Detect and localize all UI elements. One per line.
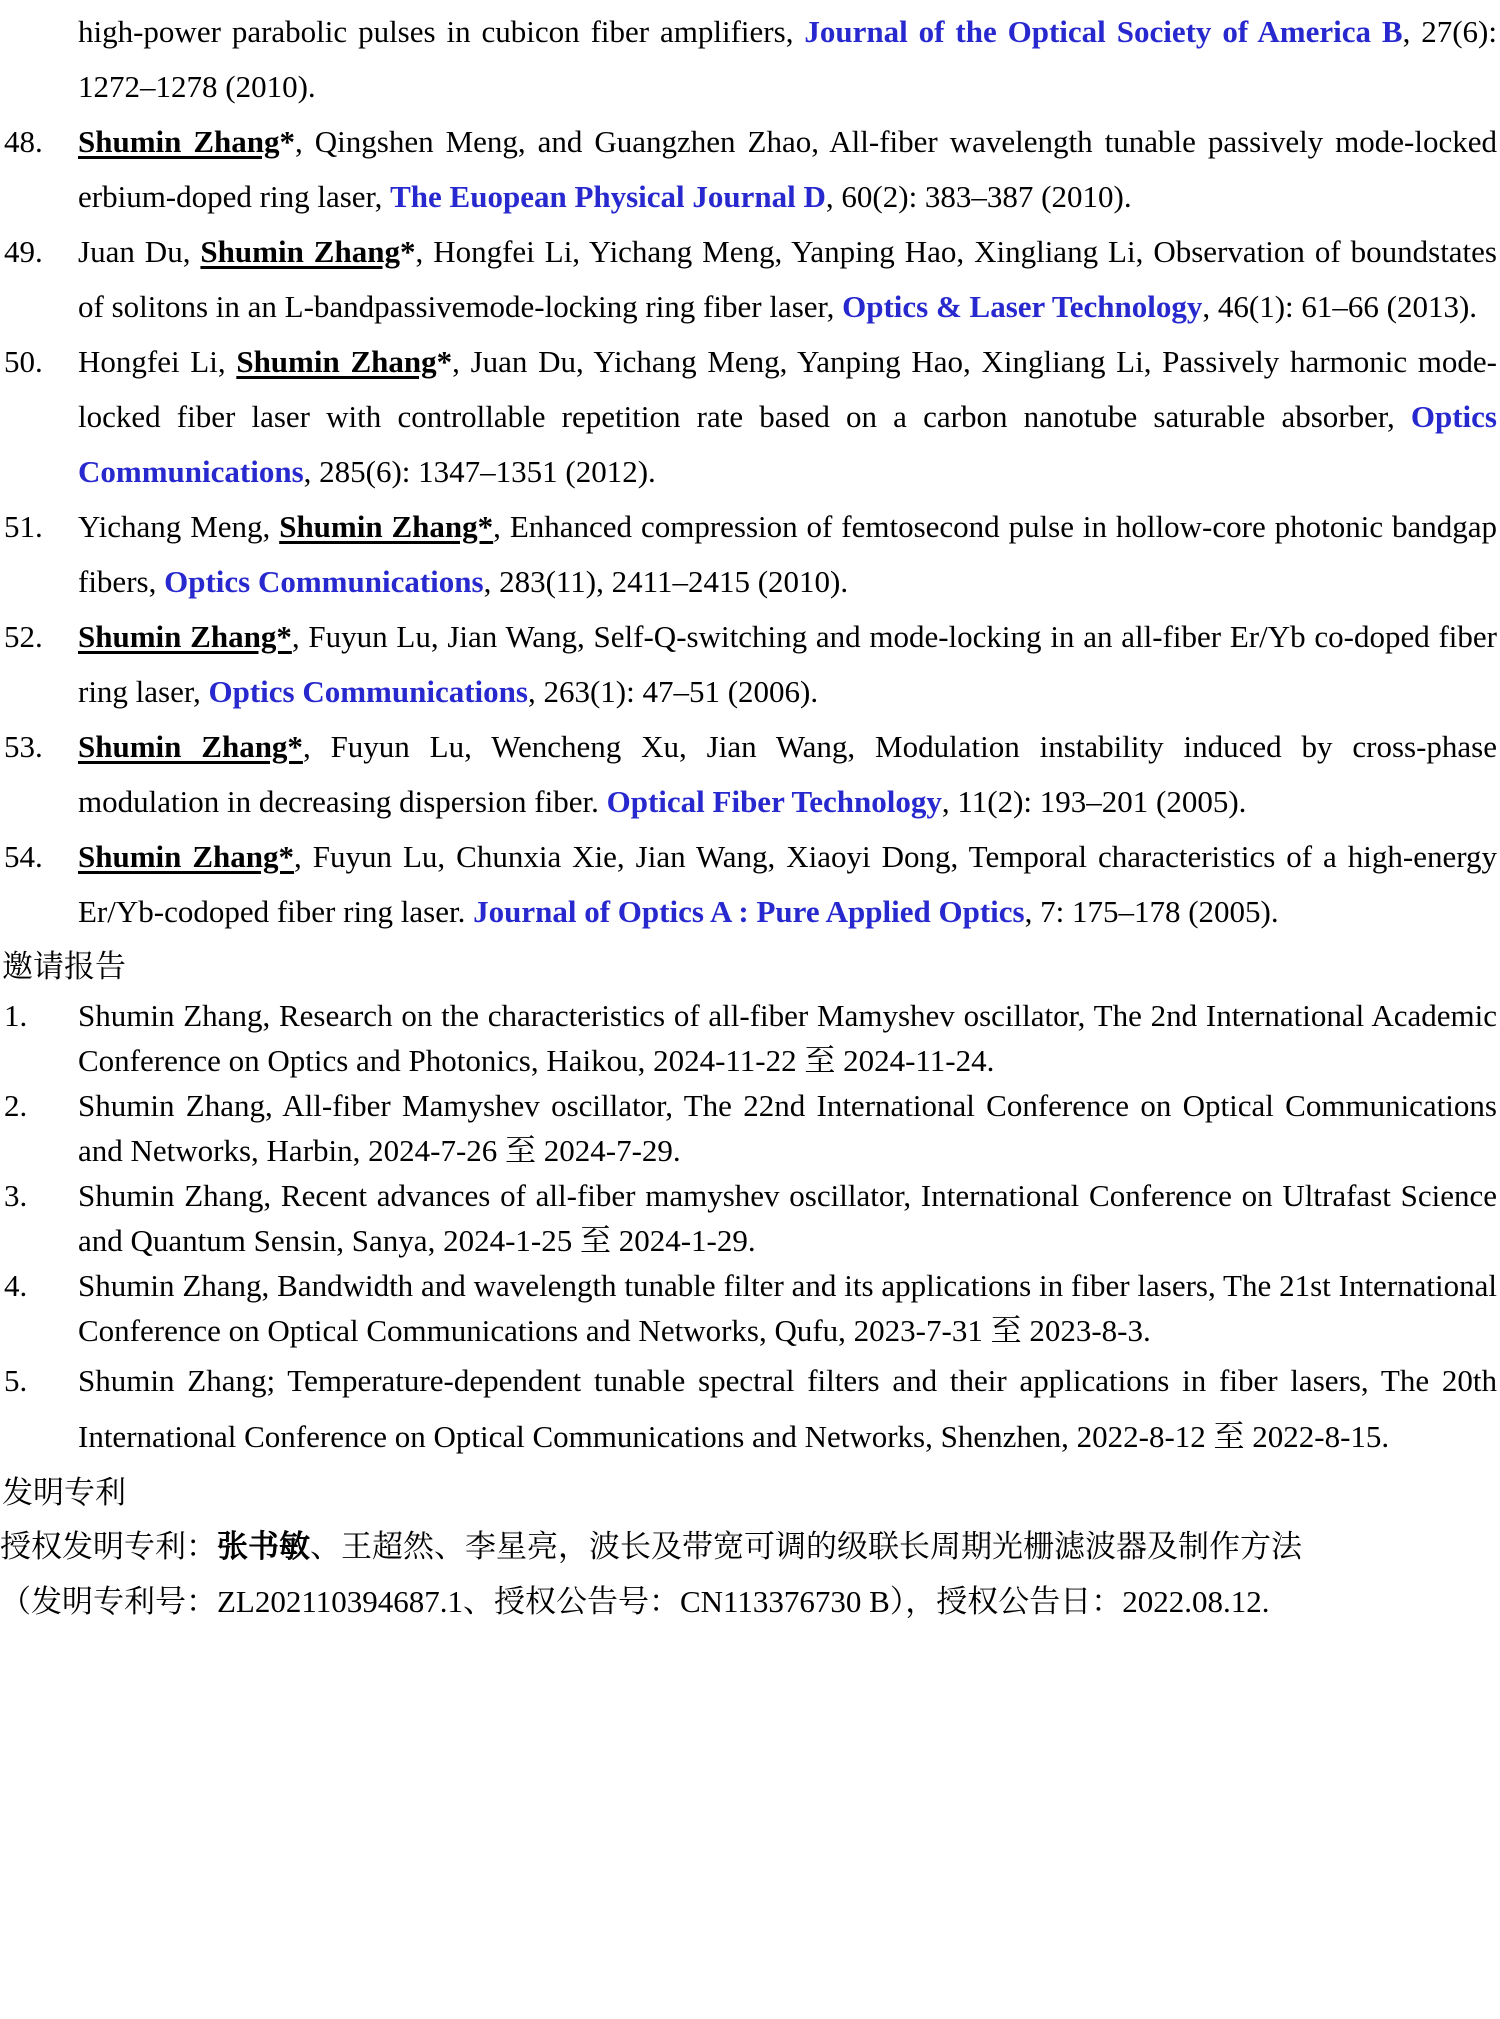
journal-link[interactable]: Optics Communications [208,674,528,709]
journal-link[interactable]: Journal of the Optical Society of America B [804,14,1403,49]
item-number: 1. [4,998,28,1033]
inventor-name: 张书敏 [217,1529,310,1564]
patents-heading: 发明专利 [2,1475,126,1510]
talk-item [0,1173,1500,1263]
text-run: Hongfei Li, [78,344,237,379]
text-run: Juan Du, [78,234,201,269]
text-run: , 285(6): 1347–1351 (2012). [303,454,656,489]
item-text [78,619,1497,709]
item-text [78,234,1497,324]
text-run: , Qingshen Meng, and Guangzhen Zhao, All-fiber wavelength tunable passively mode-locked erbium-doped ring laser, [78,124,1497,214]
text-run: Shumin Zhang, Recent advances of all-fiber mamyshev oscillator, International Conference on Ultrafast Science and Quantum Sensin, Sanya, 2024-1-25 至 2024-1-29. [78,1178,1497,1258]
item-number: 5. [4,1363,28,1398]
text-run: , 46(1): 61–66 (2013). [1202,289,1478,324]
reference-item [0,499,1500,609]
journal-link[interactable]: Optics & Laser Technology [842,289,1203,324]
author-name: Shumin Zhang [236,344,437,379]
text-run: , 11(2): 193–201 (2005). [941,784,1247,819]
text-run: , 7: 175–178 (2005). [1024,894,1279,929]
item-text [78,509,1497,599]
item-number: 2. [4,1088,28,1123]
invited-talks-heading: 邀请报告 [2,949,126,984]
text-run: , 27(6): 1272–1278 (2010). [78,14,1497,104]
journal-link[interactable]: The Euopean Physical Journal D [390,179,826,214]
item-number: 54. [4,839,43,874]
item-text [78,1088,1497,1168]
item-number: 51. [4,509,43,544]
item-number: 52. [4,619,43,654]
text-run: 、王超然、李星亮，波长及带宽可调的级联长周期光栅滤波器及制作方法 [310,1529,1302,1564]
reference-item [0,224,1500,334]
item-text [78,839,1497,929]
text-run: , 263(1): 47–51 (2006). [527,674,819,709]
text-run: , Hongfei Li, Yichang Meng, Yanping Hao, Xingliang Li, Observation of boundstates of solitons in an L-bandpassivemode-locking ring fiber laser, [78,234,1497,324]
reference-item [0,609,1500,719]
talk-item [0,1353,1500,1465]
corresponding-author-mark: * [436,344,453,379]
item-number: 3. [4,1178,28,1213]
publications-section [0,4,1500,939]
item-text [78,1363,1497,1454]
author-name: Shumin Zhang* [78,729,303,764]
text-run: , 283(11), 2411–2415 (2010). [483,564,849,599]
item-number: 4. [4,1268,28,1303]
journal-link[interactable]: Journal of Optics A : Pure Applied Optics [473,894,1025,929]
text-run: Shumin Zhang, Research on the characteristics of all-fiber Mamyshev oscillator, The 2nd International Academic Conference on Optics and Photonics, Haikou, 2024-11-22 至 2024-11-24. [78,998,1497,1078]
corresponding-author-mark: * [279,124,296,159]
reference-text [78,14,1497,104]
text-run: Shumin Zhang; Temperature-dependent tunable spectral filters and their applications in fiber lasers, The 20th International Conference on Optical Communications and Networks, Shenzhen, 2022-8-12 至 2022-8-15. [78,1363,1497,1454]
item-text [78,1178,1497,1258]
text-run: Shumin Zhang, Bandwidth and wavelength tunable filter and its applications in fiber lasers, The 21st International Conference on Optical Communications and Networks, Qufu, 2023-7-31 至 2023-8-3. [78,1268,1497,1348]
item-number: 48. [4,124,43,159]
text-run: 授权发明专利： [0,1529,217,1564]
author-name: Shumin Zhang* [279,509,494,544]
author-name: Shumin Zhang [78,124,280,159]
invited-talks-section [0,993,1500,1465]
text-run: , Fuyun Lu, Wencheng Xu, Jian Wang, Modulation instability induced by cross-phase modulation in decreasing dispersion fiber. [78,729,1497,819]
journal-link[interactable]: Optics Communications [78,399,1497,489]
text-run: , Juan Du, Yichang Meng, Yanping Hao, Xingliang Li, Passively harmonic mode-locked fiber laser with controllable repetition rate based on a carbon nanotube saturable absorber, [78,344,1497,434]
reference-continuation [0,4,1500,114]
reference-item [0,114,1500,224]
text-run: , Enhanced compression of femtosecond pulse in hollow-core photonic bandgap fibers, [78,509,1498,599]
text-run: , 60(2): 383–387 (2010). [825,179,1132,214]
text-run: , Fuyun Lu, Jian Wang, Self-Q-switching and mode-locking in an all-fiber Er/Yb co-doped fiber ring laser, [78,619,1497,709]
patent-line [0,1519,1500,1574]
item-number: 53. [4,729,43,764]
talk-item [0,993,1500,1083]
patent-line [0,1574,1500,1629]
journal-link[interactable]: Optics Communications [164,564,484,599]
text-run: Shumin Zhang, All-fiber Mamyshev oscillator, The 22nd International Conference on Optical Communications and Networks, Harbin, 2024-7-26 至 2024-7-29. [78,1088,1497,1168]
reference-item [0,334,1500,499]
reference-item [0,829,1500,939]
text-run: Yichang Meng, [78,509,280,544]
text-run: （发明专利号：ZL202110394687.1、授权公告号：CN113376730 B），授权公告日：2022.08.12. [0,1584,1270,1619]
author-name: Shumin Zhang [200,234,400,269]
item-text [78,729,1497,819]
item-number: 49. [4,234,43,269]
patent-paragraph [0,1519,1500,1629]
corresponding-author-mark: * [399,234,416,269]
item-text [78,998,1497,1078]
talk-item [0,1083,1500,1173]
item-text [78,124,1497,214]
item-number: 50. [4,344,43,379]
reference-item [0,719,1500,829]
text-run: , Fuyun Lu, Chunxia Xie, Jian Wang, Xiaoyi Dong, Temporal characteristics of a high-energy Er/Yb-codoped fiber ring laser. [78,839,1497,929]
author-name: Shumin Zhang* [78,619,292,654]
text-run: high-power parabolic pulses in cubicon fiber amplifiers, [78,14,805,49]
author-name: Shumin Zhang* [78,839,295,874]
item-text [78,344,1497,489]
item-text [78,1268,1497,1348]
talk-item [0,1263,1500,1353]
journal-link[interactable]: Optical Fiber Technology [606,784,942,819]
